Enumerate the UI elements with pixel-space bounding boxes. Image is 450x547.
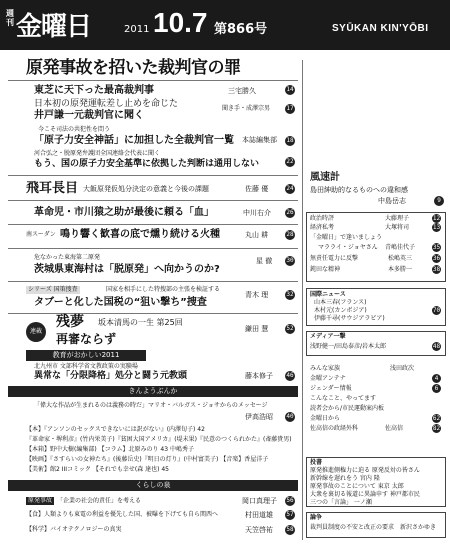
debate-author: 新沢さかゆき [400,524,437,531]
masthead-prefix: 週刊 [6,9,14,27]
letter-item[interactable]: 大衆を裏切る報道に異論申す 神戸都市民 [310,491,420,498]
article-title[interactable]: 革命児・市川猿之助が最後に頼る「血」 [34,207,214,218]
page-number: 13 [432,224,441,231]
article-author: 岡口真理子 [242,497,277,505]
page-number: 58 [286,526,294,533]
issue-year: 2011 [124,24,150,35]
culture-line[interactable]: 『革命家・堺利彦』(竹内栄美子)『貧困大国アメリカ』(堤未果)『民意のつくられかた』(斎藤貴男) [26,436,292,443]
section-header: きんようぶんか [8,386,298,397]
page-number: 57 [286,511,294,518]
culture-line[interactable]: 【本箱】野中大樹(編集部) 【コラム】北原みのり 43 中嶋秀子 [26,446,194,453]
intl-news-item[interactable]: 木村元(カンボジア) [314,307,367,314]
page-number: 9 [434,196,444,206]
intl-news-item[interactable]: 伊藤千尋(サウジアラビア) [314,315,385,322]
column-title[interactable]: 読者会から/市民運動案内板 [310,405,385,412]
intl-news-item[interactable]: 山本三春(フランス) [314,299,367,306]
divider [8,80,298,81]
page-number: 56 [286,497,294,504]
article-title[interactable]: 異常な「分限降格」処分と闘う元教頭 [34,371,188,381]
serial-badge: 連載 [26,322,46,342]
article-title[interactable]: もう、国の原子力安全基準に依拠した判断は通用しない [34,159,260,169]
masthead [0,0,450,50]
divider [8,248,298,249]
column-title[interactable]: こんなこと、やってます [310,395,377,402]
divider [8,224,298,225]
article-kicker: 危なかった東海第二原発 [34,254,101,261]
article-author: 佐藤 優 [245,185,269,193]
article-kicker: 南スーダン [26,231,56,238]
letter-item[interactable]: 新幹線を遅れをう 宮内 隆 [310,475,380,482]
page-number: 70 [432,307,441,314]
brand-romaji: SYŪKAN KIN'YŌBI [332,23,429,34]
column-title[interactable]: 金曜日から [310,415,341,422]
letter-item[interactable]: 原発推進側権力に迫る 原発反対の皆さん [310,467,420,474]
column-author: 大藤理子 [385,215,410,222]
main-headline: 原発事故を招いた裁判官の罪 [26,58,241,78]
article-author: 村田道雄 [245,511,273,519]
page-number: 6 [432,384,441,393]
column-title[interactable]: 金曜アンテナ [310,375,346,382]
article-title[interactable]: 飛耳長目 [26,181,79,196]
article-kicker: 北九州市 文部科学省文教政策の実験場 [34,363,138,370]
article-author: 三宅勝久 [228,87,256,95]
page-number: 35 [432,244,441,251]
divider [8,175,298,176]
article-kicker: 今こそ司法の共犯性を問う [38,126,111,133]
article-author: 本誌編集部 [242,136,277,144]
article-title[interactable]: 東芝に天下った最高裁判事 [34,85,154,96]
page-number: 26 [286,209,294,216]
letter-item[interactable]: 原発事故のことについて 東京 太郎 [310,483,404,490]
divider [8,281,298,282]
page-number: 40 [286,413,294,420]
sidebar-header: 論争 [310,514,323,521]
culture-line[interactable]: 【美術】館2 IIIコミック 【それでも幸せ(森 達也) 45 [26,466,169,473]
lifestyle-title[interactable]: 【食】人類よりも東電の利益を優先した国、被曝を下げても自ら関西へ [26,511,219,518]
page-number: 32 [286,291,294,298]
section-header: くらしの泉 [8,480,298,491]
masthead-title: 金曜日 [16,12,92,42]
page-number: 18 [286,137,294,144]
article-title[interactable]: 鳴り響く歓喜の底で燻り続ける火種 [60,229,220,240]
column-title[interactable]: 経済私考 [310,224,335,231]
page-number: 22 [286,158,294,165]
sidebar-header: 風速計 [310,172,340,183]
page-number: 36 [432,255,441,262]
page-number: 4 [432,374,441,383]
article-title[interactable]: 日本初の原発運転差し止めを命じた [34,99,179,109]
issue-date: 10.7 [153,7,208,38]
article-subtitle: 国家を相手にした特捜部の主張を検証する [106,286,221,293]
article-title[interactable]: 「偉大な作品が生まれるのは義務の時だ」マリオ・バルガス・ジョサからのメッセージ [34,402,268,409]
page-number: 30 [286,257,294,264]
column-author: 浅田政次 [390,365,415,372]
page-number: 82 [432,425,441,432]
column-author: 青嶋佳代子 [385,244,416,251]
article-author: 青木 理 [245,291,269,299]
sidebar-title[interactable]: 島田紳助的なるものへの違和感 [310,186,408,194]
media-line[interactable]: 浅野健一/田島泰彦/岩本太郎 [310,343,387,350]
article-title[interactable]: 茨城県東海村は「脱原発」へ向かうのか? [34,264,220,275]
article-author: 藤本修子 [245,372,273,380]
column-title[interactable]: 佐高信の政経外科 [310,425,359,432]
sidebar-author: 中島岳志 [378,197,406,205]
column-title[interactable]: ジェンダー情報 [310,385,352,392]
article-subtitle: 大飯原発仮処分決定の意義と今後の課題 [83,185,209,193]
section-header: 教育がおかしい2011 [26,350,146,361]
lifestyle-line[interactable] [26,497,141,505]
column-title[interactable]: 鈍田な精神 [310,266,341,273]
article-title[interactable]: 残夢 [56,314,84,330]
lifestyle-title[interactable]: 【科学】バイオテクノロジーの真実 [26,526,122,533]
column-author: 佐高信 [385,425,404,432]
article-title[interactable]: タブーと化した国税の“狙い撃ち”捜査 [34,297,207,308]
page-number: 62 [432,415,441,422]
article-author: 鎌田 慧 [245,325,269,333]
column-title[interactable]: みんな家族 [310,365,341,372]
article-title[interactable]: 「原子力安全神話」に加担した全裁判官一覧 [34,135,234,146]
article-author: 丸山 耕 [245,231,269,239]
article-title[interactable]: 井戸謙一元裁判官に聞く [34,110,144,121]
sidebar-header: メディア一撃 [310,333,346,340]
column-title[interactable]: 無責任電力に反撃 [310,255,359,262]
article-author: 伊高浩昭 [245,413,273,421]
column-title[interactable]: 「金曜日」で逢いましょう [310,234,383,241]
page-number: 48 [432,343,441,350]
column-title[interactable]: マラライ・ジョヤさん [318,244,378,251]
article-author: 天笠啓祐 [245,526,273,534]
page-number: 12 [432,215,441,222]
page-number: 14 [286,86,294,93]
column-author: 松嶋英三 [388,255,413,262]
article-author: 星 徹 [256,257,273,265]
article-title-2[interactable]: 再審ならず [56,332,117,346]
culture-line[interactable]: 【本】『アンソンのセックスできないには訳がない』(内澤旬子) 42 [26,426,205,433]
letter-item[interactable]: 三つの「言論」 一ノ瀬 [310,499,372,506]
page-number: 38 [432,266,441,273]
sidebar-header: 国際ニュース [310,291,346,298]
article-subtitle: 坂本清馬の一生 第25回 [98,318,183,327]
column-author: 大塚将司 [385,224,410,231]
article-author: 聞き手・成澤宗男 [222,105,271,112]
column-author: 本多勝一 [388,266,413,273]
column-title[interactable]: 政治時評 [310,215,335,222]
category-tag: 原発事故 [28,497,53,504]
page-number: 28 [286,231,294,238]
page-number: 52 [286,325,294,332]
series-tag: シリーズ 国策捜査 [28,286,78,293]
article-kicker: 河合弘之・脱原発弁護団全国連絡会代表に聞く [34,150,161,157]
divider [8,200,298,201]
page-number: 17 [286,105,294,112]
issue-number: 第866号 [214,22,268,37]
debate-line[interactable]: 裁判員制度の不安と改正の要求 [310,524,395,531]
page-number: 24 [286,185,294,192]
culture-line[interactable]: 【映画】『さすらいの女神たち』(後藤岳史)『明日の灯り』(中村富美子) 【音楽】香屋洋子 [26,456,269,463]
page-number: 46 [286,372,294,379]
sidebar-header: 投書 [310,459,323,466]
lifestyle-title: 「企業の社会的責任」を考える [57,497,142,505]
column-divider [302,60,303,540]
article-author: 中川右介 [243,209,271,217]
divider [8,313,298,314]
